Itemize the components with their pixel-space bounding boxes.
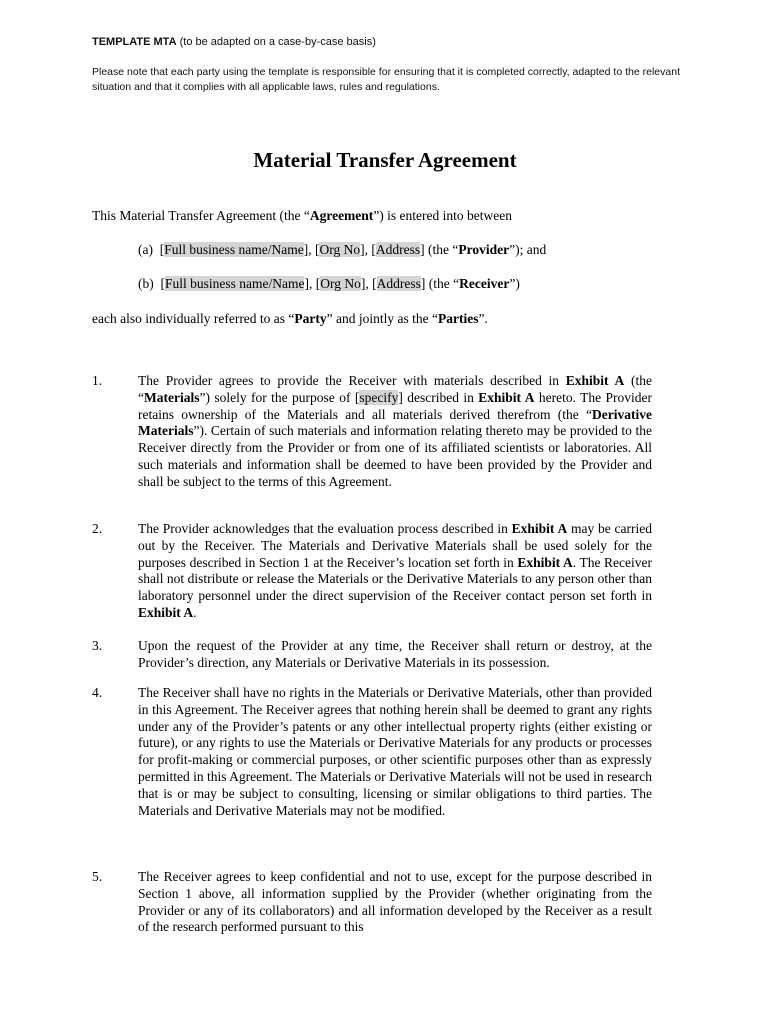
clause-body: The Receiver agrees to keep confidential and not to use, except for the purpose described in Section 1 above, all information supplied by the Provider (whether originating from the Provider or any of its collaborators) and all information developed by the Receiver as a result of the research performed pursuant to this — [138, 869, 652, 935]
collective-definition: each also individually referred to as “Party” and jointly as the “Parties”. — [92, 311, 488, 326]
intro-paragraph: This Material Transfer Agreement (the “Agreement”) is entered into between — [92, 208, 513, 223]
disclaimer-note: Please note that each party using the template is responsible for ensuring that it is completed correctly, adapted to the relevant situation and that it complies with all applicable laws, rules and regulations. — [92, 66, 680, 93]
clause-body: Upon the request of the Provider at any time, the Receiver shall return or destroy, at the Provider’s direction, any Materials or Derivative Materials in its possession. — [138, 638, 652, 670]
provider-term: Provider — [458, 242, 510, 257]
org-no-placeholder[interactable]: Org No — [320, 276, 361, 291]
template-note: (to be adapted on a case-by-case basis) — [179, 36, 376, 48]
clause-number: 3. — [92, 638, 103, 653]
party-provider: (a) [Full business name/Name], [Org No], [Address] (the “Provider”); and — [138, 242, 547, 257]
org-no-placeholder[interactable]: Org No — [319, 242, 361, 257]
clause-body: The Provider acknowledges that the evaluation process described in Exhibit A may be carried out by the Receiver. The Materials and Derivative Materials shall be used solely for the purposes described in Section 1 at the Receiver’s location set forth in Exhibit A. The Receiver shall not distribute or release the Materials or the Derivative Materials to any person other than laboratory personnel under the direct supervision of the Receiver contact person set forth in Exhibit A. — [138, 521, 652, 620]
receiver-term: Receiver — [459, 276, 510, 291]
template-header — [92, 36, 376, 48]
document-title: Material Transfer Agreement — [253, 148, 517, 172]
agreement-term: Agreement — [309, 208, 374, 223]
specify-placeholder[interactable]: specify — [359, 389, 399, 405]
clause-number: 5. — [92, 869, 103, 884]
party-receiver: (b) [Full business name/Name], [Org No], [Address] (the “Receiver”) — [138, 276, 520, 291]
template-label: TEMPLATE MTA — [92, 36, 177, 48]
name-placeholder[interactable]: Full business name/Name — [164, 242, 304, 257]
clause-body: The Provider agrees to provide the Receiver with materials described in Exhibit A (the “Materials”) solely for the purpose of [specify] described in Exhibit A hereto. The Provider retains ownership of the Materials and all materials derived therefrom (the “Derivative Materials”). Certain of such materials and information relating thereto may be provided to the Receiver directly from the Provider or from one of its affiliated scientists or laboratories. All such materials and information shall be deemed to have been provided by the Provider and shall be subject to the terms of this Agreement. — [138, 373, 653, 489]
clause-number: 4. — [92, 685, 103, 700]
address-placeholder[interactable]: Address — [375, 242, 421, 257]
name-placeholder[interactable]: Full business name/Name — [165, 276, 305, 291]
address-placeholder[interactable]: Address — [376, 276, 421, 291]
clause-number: 1. — [92, 373, 103, 388]
clause-number: 2. — [92, 521, 103, 536]
clause-body: The Receiver shall have no rights in the Materials or Derivative Materials, other than provided in this Agreement. The Receiver agrees that nothing herein shall be deemed to grant any rights under any of the Provider’s patents or any other intellectual property rights (either existing or future), or any rights to use the Materials or Derivative Materials for any products or processes for profit-making or commercial purposes, or other scientific purposes other than as expressly permitted in this Agreement. The Materials or Derivative Materials will not be used in research that is or may be subject to consulting, licensing or similar obligations to third parties. The Materials and Derivative Materials may not be modified. — [138, 685, 652, 818]
